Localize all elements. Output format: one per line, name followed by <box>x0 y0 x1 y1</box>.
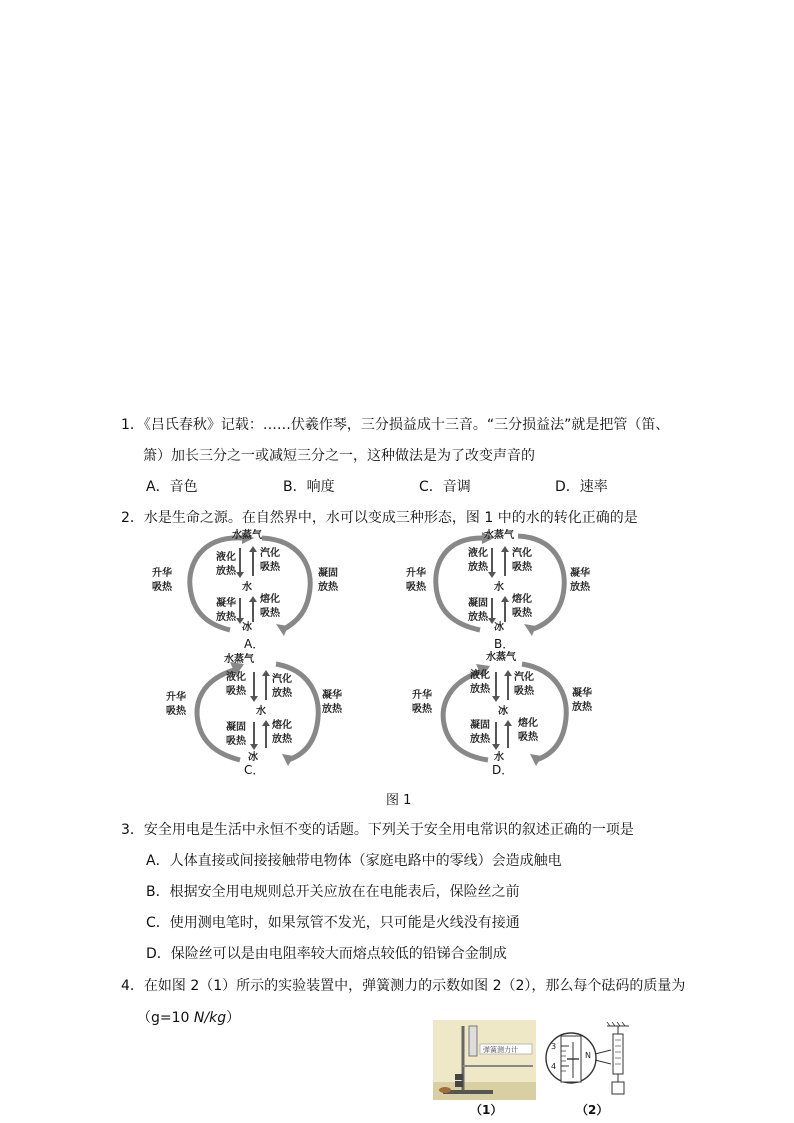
diagram-d-lr-1: 熔化 <box>518 718 538 729</box>
diagram-c-left-1: 升华 <box>166 692 186 703</box>
diagram-d-left-2: 吸热 <box>412 704 432 715</box>
diagram-d-top: 水蒸气 <box>486 652 516 663</box>
q1-line2: 箫）加长三分之一或减短三分之一，这种做法是为了改变声音的 <box>143 448 535 464</box>
figure-2-apparatus-photo <box>433 1020 536 1100</box>
diagram-b-top: 水蒸气 <box>484 530 514 541</box>
diagram-a-lr-1: 熔化 <box>260 594 280 605</box>
q3-option-d: D．保险丝可以是由电阻率较大而熔点较低的铅锑合金制成 <box>146 946 507 962</box>
diagram-b-left-2: 吸热 <box>406 582 426 593</box>
diagram-c-label: C． <box>244 763 265 777</box>
diagram-d-mid: 冰 <box>498 706 508 717</box>
diagram-b-ll-1: 凝固 <box>468 598 488 609</box>
diagram-a-right-1: 凝固 <box>318 568 338 579</box>
diagram-d-right-1: 凝华 <box>572 688 592 699</box>
figure-1-caption: 图 1 <box>386 793 412 808</box>
diagram-d-ul-1: 液化 <box>470 670 490 681</box>
scale-unit: N <box>585 1051 591 1060</box>
q2-stem: 2．水是生命之源。在自然界中，水可以变成三种形态，图 1 中的水的转化正确的是 <box>121 510 638 526</box>
diagram-c-left-2: 吸热 <box>166 706 186 717</box>
diagram-b-lr-1: 熔化 <box>512 594 532 605</box>
diagram-c-ur-2: 放热 <box>272 688 292 699</box>
diagram-b-label: B． <box>494 637 515 651</box>
diagram-d-ul-2: 放热 <box>470 684 490 695</box>
q1-option-b: B．响度 <box>283 479 335 495</box>
diagram-c-ul-1: 液化 <box>226 672 246 683</box>
diagram-c <box>160 650 360 778</box>
q1-line1: 1．《吕氏春秋》记载：……伏羲作琴，三分损益成十三音。“三分损益法”就是把管（笛、 <box>121 417 670 433</box>
device-label: 弹簧测力计 <box>483 1046 518 1054</box>
diagram-d-lr-2: 吸热 <box>518 732 538 743</box>
diagram-d <box>410 650 610 778</box>
diagram-c-ll-2: 吸热 <box>226 736 246 747</box>
diagram-c-ur-1: 汽化 <box>272 674 292 685</box>
diagram-b-ul-1: 液化 <box>468 548 488 559</box>
diagram-c-right-1: 凝华 <box>322 690 342 701</box>
diagram-d-right-2: 放热 <box>572 702 592 713</box>
q3-option-c: C．使用测电笔时，如果氖管不发光，只可能是火线没有接通 <box>146 915 520 931</box>
diagram-a-top: 水蒸气 <box>232 530 262 541</box>
q4-line2-pre: （g=10 <box>137 1010 194 1026</box>
diagram-a-ul-1: 液化 <box>216 552 236 563</box>
diagram-b-bottom: 冰 <box>494 622 504 633</box>
scale-tick-4: 4 <box>551 1062 557 1071</box>
diagram-a <box>150 526 350 650</box>
diagram-a-ul-2: 放热 <box>216 566 236 577</box>
diagram-a-right-2: 放热 <box>318 582 338 593</box>
diagram-c-ll-1: 凝固 <box>226 722 246 733</box>
diagram-b-ul-2: 放热 <box>468 562 488 573</box>
diagram-b-left-1: 升华 <box>406 568 426 579</box>
diagram-a-mid: 水 <box>242 582 252 593</box>
q4-line1: 4．在如图 2（1）所示的实验装置中，弹簧测力的示数如图 2（2），那么每个砝码的质量为 <box>121 978 686 994</box>
figure-2-scale-dial <box>545 1020 645 1100</box>
diagram-d-ll-1: 凝固 <box>470 720 490 731</box>
diagram-b-ur-2: 吸热 <box>512 562 532 573</box>
diagram-b-right-2: 放热 <box>570 582 590 593</box>
diagram-b-lr-2: 吸热 <box>512 608 532 619</box>
q3-option-b: B．根据安全用电规则总开关应放在在电能表后，保险丝之前 <box>146 884 520 900</box>
diagram-b-ur-1: 汽化 <box>512 548 532 559</box>
figure-2-label-2: （2） <box>576 1103 609 1117</box>
diagram-d-label: D． <box>492 763 514 777</box>
diagram-d-left-1: 升华 <box>412 690 432 701</box>
diagram-a-lr-2: 吸热 <box>260 608 280 619</box>
scale-tick-3: 3 <box>551 1042 557 1051</box>
q1-option-c: C．音调 <box>419 479 471 495</box>
diagram-c-right-2: 放热 <box>322 704 342 715</box>
q3-stem: 3．安全用电是生活中永恒不变的话题。下列关于安全用电常识的叙述正确的一项是 <box>121 822 634 838</box>
diagram-a-ll-1: 凝华 <box>216 598 236 609</box>
diagram-c-lr-2: 放热 <box>272 734 292 745</box>
diagram-c-lr-1: 熔化 <box>272 720 292 731</box>
q4-line2-unit: N/kg <box>193 1010 227 1026</box>
diagram-a-label: A． <box>244 637 265 651</box>
diagram-a-left-1: 升华 <box>152 568 172 579</box>
q1-option-a: A．音色 <box>146 479 198 495</box>
q1-option-d: D．速率 <box>555 479 608 495</box>
diagram-b-ll-2: 放热 <box>468 612 488 623</box>
diagram-d-ll-2: 放热 <box>470 734 490 745</box>
diagram-c-top: 水蒸气 <box>224 654 254 665</box>
q3-option-a: A．人体直接或间接接触带电物体（家庭电路中的零线）会造成触电 <box>146 853 562 869</box>
diagram-a-ll-2: 放热 <box>216 612 236 623</box>
q4-line2-post: ） <box>226 1010 241 1026</box>
diagram-a-ur-2: 吸热 <box>260 562 280 573</box>
figure-2-label-1: （1） <box>470 1103 503 1117</box>
q4-line2 <box>137 1008 240 1028</box>
diagram-b <box>400 526 600 650</box>
diagram-c-mid: 水 <box>256 706 266 717</box>
diagram-c-bottom: 冰 <box>248 752 258 763</box>
diagram-a-left-2: 吸热 <box>152 582 172 593</box>
diagram-b-right-1: 凝华 <box>570 568 590 579</box>
diagram-c-ul-2: 吸热 <box>226 686 246 697</box>
diagram-b-mid: 水 <box>494 582 504 593</box>
diagram-d-bottom: 水 <box>494 752 504 763</box>
diagram-a-bottom: 冰 <box>242 622 252 633</box>
diagram-d-ur-1: 汽化 <box>514 672 534 683</box>
diagram-d-ur-2: 吸热 <box>514 686 534 697</box>
diagram-a-ur-1: 汽化 <box>260 548 280 559</box>
